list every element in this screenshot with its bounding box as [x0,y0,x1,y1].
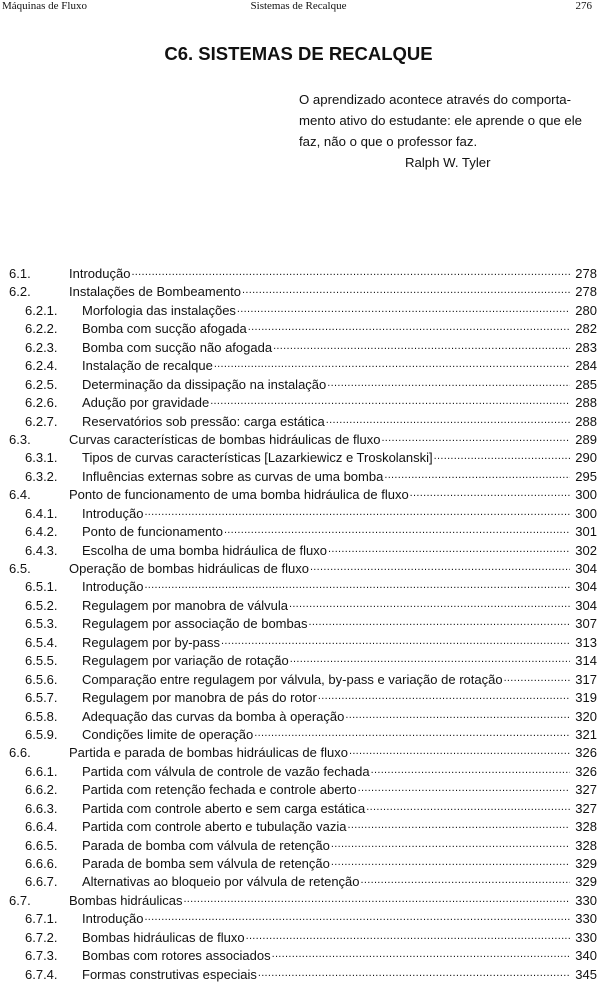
toc-entry-page: 330 [575,929,597,945]
toc-entry-number: 6.3. [9,431,31,447]
toc-entry-page: 304 [575,597,597,613]
header-book-title: Máquinas de Fluxo [2,0,87,12]
toc-entry-title: Introdução [82,911,144,927]
toc-entry-number: 6.6.1. [25,763,58,779]
toc-entry-page: 307 [575,616,597,632]
toc-entry-title: Regulagem por by-pass [82,634,221,650]
toc-dot-leader [183,889,570,908]
toc-entry-title: Tipos de curvas características [Lazarkiewicz e Troskolanski] [82,450,433,466]
toc-entry-title: Regulagem por manobra de válvula [82,597,288,613]
toc-entry-page: 288 [575,413,597,429]
toc-entry-title: Formas construtivas especiais [82,966,257,982]
toc-entry-page: 328 [575,837,597,853]
toc-entry-page: 290 [575,450,597,466]
toc-entry-page: 327 [575,800,597,816]
toc-entry-title: Regulagem por manobra de pás do rotor [82,690,317,706]
toc-entry-title: Determinação da dissipação na instalação [82,376,327,392]
toc-entry-page: 319 [575,690,597,706]
toc-entry-title: Instalação de recalque [82,358,213,374]
epigraph [299,89,597,173]
toc-entry-page: 326 [575,745,597,761]
toc-entry-title: Partida com controle aberto e sem carga estática [82,800,366,816]
toc-dot-leader [144,502,570,521]
toc-entry-number: 6.5.4. [25,634,58,650]
toc-dot-leader [308,612,570,631]
toc-entry-number: 6.4. [9,487,31,503]
toc-entry-title: Regulagem por associação de bombas [82,616,308,632]
toc-entry-number: 6.6.6. [25,856,58,871]
toc-dot-leader [504,668,570,687]
toc-entry-page: 330 [575,911,597,927]
toc-dot-leader [246,926,570,945]
toc-entry-title: Bomba com sucção não afogada [82,339,273,355]
toc-entry-number: 6.6.2. [25,782,58,798]
toc-entry-title: Instalações de Bombeamento [69,284,241,300]
toc-entry-number: 6.2.5. [25,376,58,392]
toc-dot-leader [210,391,570,410]
toc-entry-page: 280 [575,302,597,318]
toc-entry-number: 6.2.2. [25,321,58,337]
toc-dot-leader [242,280,570,299]
toc-dot-leader [348,815,571,834]
toc-entry-title: Adução por gravidade [82,395,210,411]
header-section-title: Sistemas de Recalque [250,0,347,12]
toc-entry-title: Operação de bombas hidráulicas de fluxo [69,561,309,576]
toc-entry-number: 6.5.5. [25,653,58,669]
toc-dot-leader [345,705,570,724]
toc-entry-page: 304 [575,579,597,595]
toc-entry-number: 6.6.5. [25,837,58,853]
toc-entry-title: Partida com controle aberto e tubulação vazia [82,819,347,835]
toc-entry-title: Regulagem por variação de rotação [82,653,289,669]
toc-entry-number: 6.4.1. [25,505,58,521]
toc-entry-page: 345 [575,966,597,982]
epigraph-line: faz, não o que o professor faz. [299,134,478,149]
toc-entry-title: Bombas com rotores associados [82,948,271,964]
toc-entry-number: 6.2. [9,284,31,300]
toc-entry-title: Partida com válvula de controle de vazão fechada [82,763,370,779]
toc-entry-title: Escolha de uma bomba hidráulica de fluxo [82,542,327,558]
toc-entry-title: Partida e parada de bombas hidráulicas de fluxo [69,745,348,761]
toc-entry-number: 6.5.9. [25,726,58,742]
running-header [0,0,597,14]
toc-entry-number: 6.3.1. [25,450,58,466]
toc-entry-number: 6.4.2. [25,524,58,540]
toc-dot-leader [310,557,570,576]
toc-entry-title: Curvas características de bombas hidráulicas de fluxo [69,431,381,447]
toc-entry-page: 329 [575,856,597,871]
toc-entry-number: 6.4.3. [25,542,58,558]
toc-entry-title: Introdução [69,266,131,281]
toc-entry-title: Condições limite de operação [82,726,254,742]
toc-dot-leader [326,410,570,429]
toc-dot-leader [214,354,570,373]
toc-entry-title: Morfologia das instalações [82,302,236,318]
toc-dot-leader [273,336,570,355]
toc-entry-title: Alternativas ao bloqueio por válvula de retenção [82,874,360,890]
chapter-title: C6. SISTEMAS DE RECALQUE [164,43,433,64]
toc-dot-leader [290,649,570,668]
toc-entry-page: 283 [575,339,597,355]
toc-entry-page: 300 [575,487,597,503]
toc-entry-page: 327 [575,782,597,798]
toc-dot-leader [384,465,570,484]
toc-entry-page: 314 [575,653,597,669]
header-page-number: 276 [575,0,592,12]
toc-entry-number: 6.2.1. [25,302,58,318]
toc-dot-leader [237,299,570,318]
toc-entry-page: 282 [575,321,597,337]
toc-entry-page: 330 [575,892,597,908]
toc-dot-leader [331,852,570,871]
toc-entry-number: 6.5.6. [25,671,58,687]
epigraph-line: mento ativo do estudante: ele aprende o que ele [299,113,583,128]
toc-entry-number: 6.2.3. [25,339,58,355]
toc-entry-page: 317 [575,671,597,687]
toc-dot-leader [144,907,570,926]
toc-dot-leader [131,262,570,281]
toc-entry-title: Comparação entre regulagem por válvula, by-pass e variação de rotação [82,671,503,687]
toc-entry-number: 6.7.2. [25,929,58,945]
toc-dot-leader [327,373,570,392]
toc-dot-leader [381,428,570,447]
toc-dot-leader [318,686,570,705]
table-of-contents [0,265,597,984]
epigraph-line: O aprendizado acontece através do comporta- [299,92,571,107]
toc-entry-title: Partida com retenção fechada e controle aberto [82,782,357,798]
toc-entry-number: 6.6.4. [25,819,58,835]
toc-dot-leader [289,594,570,613]
toc-entry-page: 328 [575,819,597,835]
toc-entry-title: Introdução [82,579,144,595]
toc-dot-leader [258,963,570,982]
toc-dot-leader [144,575,570,594]
toc-dot-leader [410,483,570,502]
toc-entry-title: Introdução [82,505,144,521]
toc-entry-number: 6.6.3. [25,800,58,816]
toc-entry[interactable] [0,966,597,984]
toc-dot-leader [254,723,570,742]
toc-entry-number: 6.7. [9,892,31,908]
toc-entry-page: 313 [575,634,597,650]
toc-entry-page: 285 [575,376,597,392]
toc-entry-title: Ponto de funcionamento de uma bomba hidráulica de fluxo [69,487,409,503]
toc-entry-page: 284 [575,358,597,374]
toc-entry-page: 340 [575,948,597,964]
toc-entry-page: 321 [575,726,597,742]
toc-entry-number: 6.7.4. [25,966,58,982]
toc-dot-leader [371,760,570,779]
toc-dot-leader [248,317,570,336]
toc-entry-title: Bombas hidráulicas [69,892,183,908]
toc-entry-number: 6.2.4. [25,358,58,374]
toc-entry-page: 289 [575,431,597,447]
toc-entry-page: 326 [575,763,597,779]
toc-entry-number: 6.5.8. [25,708,58,724]
toc-entry-number: 6.2.7. [25,413,58,429]
toc-entry-page: 304 [575,561,597,576]
toc-entry-number: 6.1. [9,266,31,281]
toc-entry-number: 6.6. [9,745,31,761]
toc-entry-number: 6.5.3. [25,616,58,632]
toc-entry-title: Ponto de funcionamento [82,524,223,540]
toc-dot-leader [361,870,570,889]
toc-entry-number: 6.5.7. [25,690,58,706]
toc-dot-leader [331,834,570,853]
toc-entry-page: 288 [575,395,597,411]
toc-entry-page: 320 [575,708,597,724]
toc-entry-number: 6.7.1. [25,911,58,927]
toc-entry-number: 6.5.1. [25,579,58,595]
toc-entry-number: 6.7.3. [25,948,58,964]
toc-entry-page: 302 [575,542,597,558]
toc-entry-number: 6.2.6. [25,395,58,411]
toc-entry-title: Adequação das curvas da bomba à operação [82,708,345,724]
toc-entry-title: Bomba com sucção afogada [82,321,247,337]
toc-entry-number: 6.5. [9,561,31,576]
toc-entry-page: 278 [575,266,597,281]
toc-entry-title: Bombas hidráulicas de fluxo [82,929,245,945]
epigraph-author: Ralph W. Tyler [405,155,491,170]
toc-entry-page: 278 [575,284,597,300]
toc-entry-title: Reservatórios sob pressão: carga estática [82,413,325,429]
toc-entry-page: 295 [575,468,597,484]
toc-entry-number: 6.6.7. [25,874,58,890]
toc-dot-leader [272,944,570,963]
toc-dot-leader [349,741,570,760]
toc-entry-page: 329 [575,874,597,890]
toc-entry-title: Influências externas sobre as curvas de uma bomba [82,468,384,484]
toc-entry-title: Parada de bomba sem válvula de retenção [82,856,330,871]
toc-entry-page: 301 [575,524,597,540]
toc-entry-page: 300 [575,505,597,521]
toc-dot-leader [224,520,570,539]
toc-dot-leader [358,778,570,797]
toc-dot-leader [328,539,570,558]
toc-dot-leader [221,631,570,650]
toc-entry-number: 6.3.2. [25,468,58,484]
toc-entry-title: Parada de bomba com válvula de retenção [82,837,330,853]
toc-dot-leader [366,797,570,816]
toc-dot-leader [434,446,570,465]
toc-entry-number: 6.5.2. [25,597,58,613]
